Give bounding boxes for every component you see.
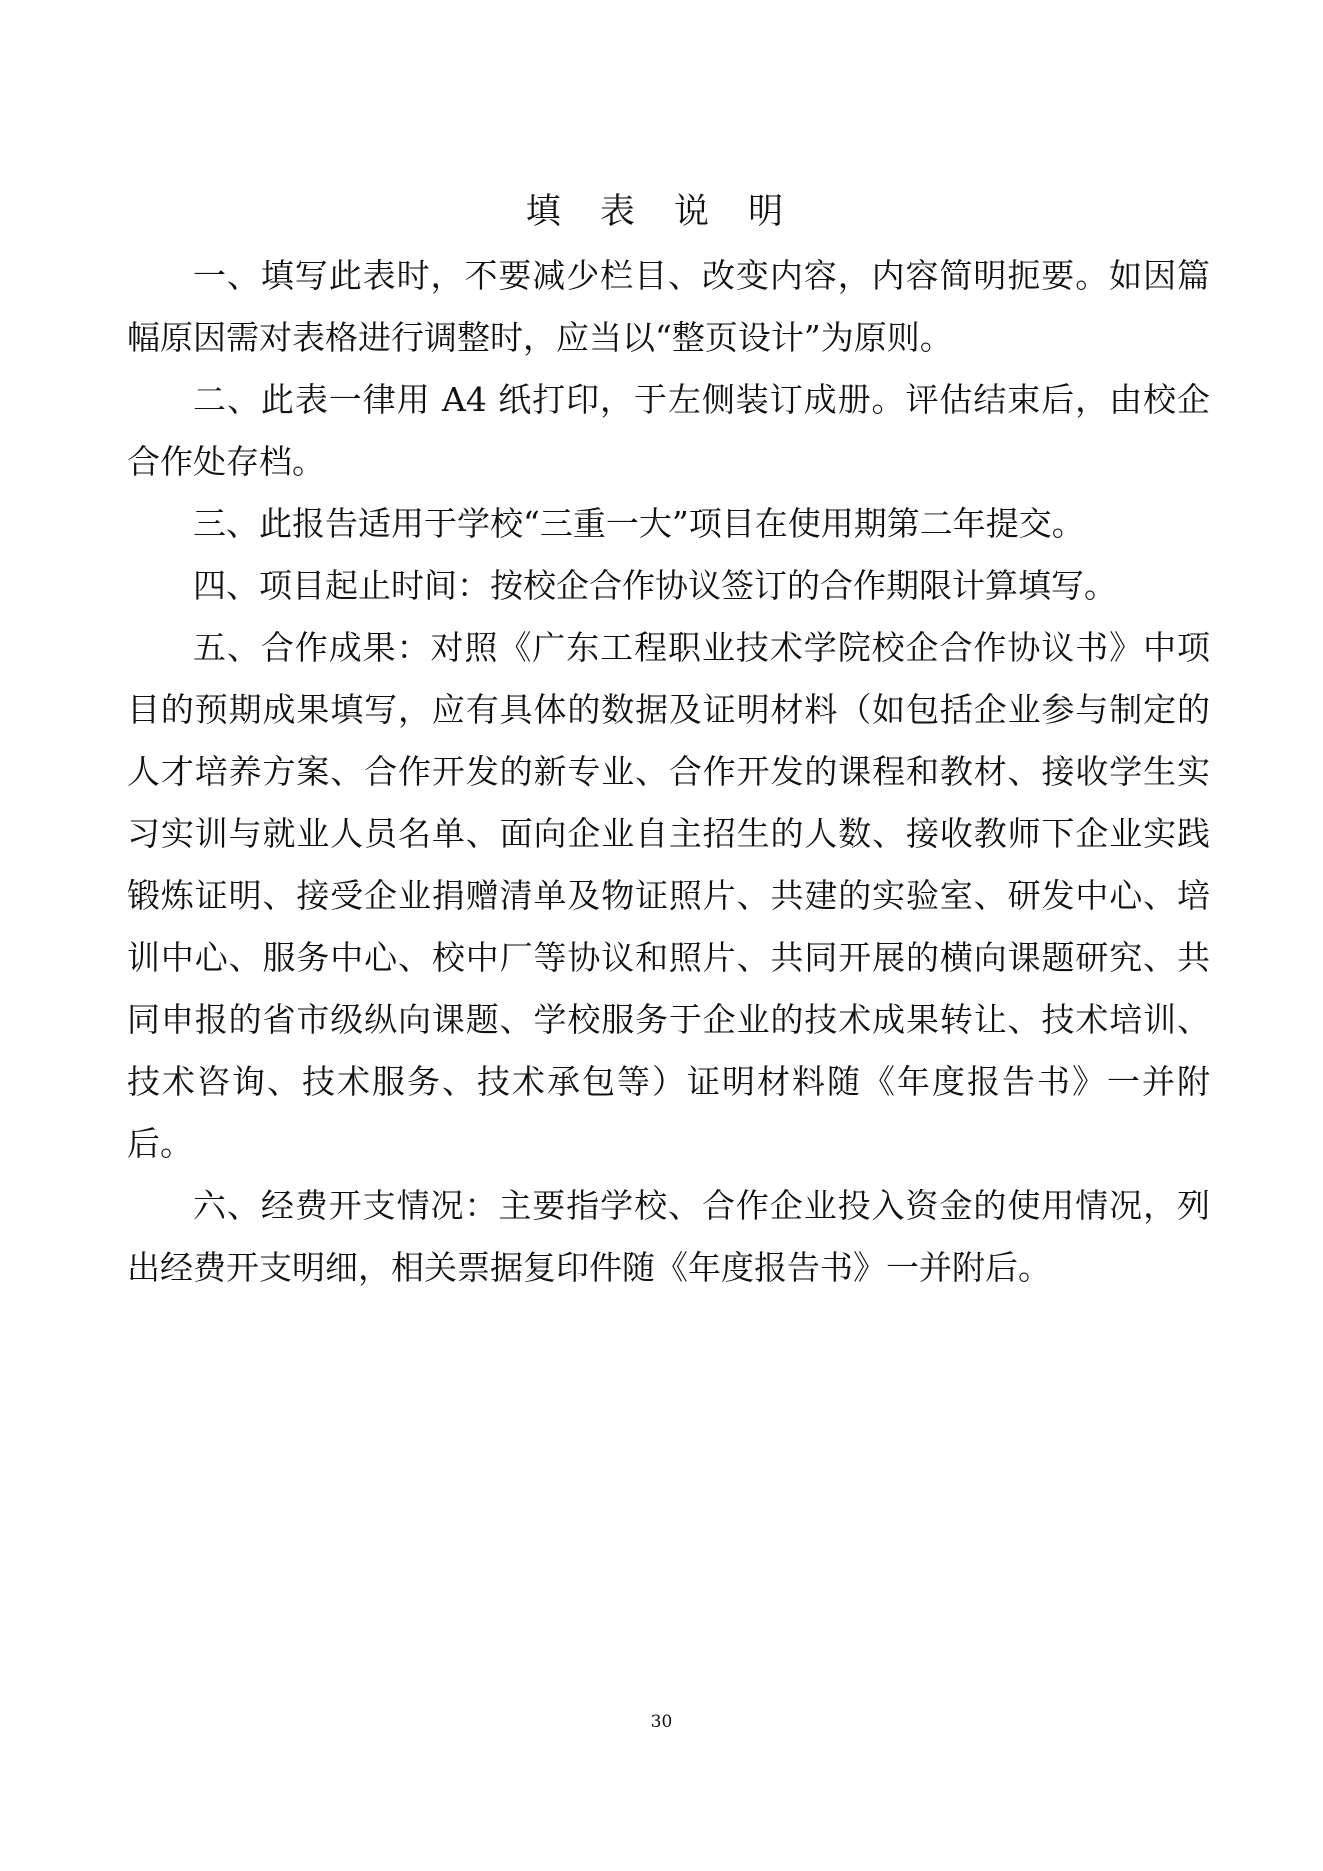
instructions-body [127, 245, 1210, 1299]
instruction-item-6: 六、经费开支情况：主要指学校、合作企业投入资金的使用情况，列出经费开支明细，相关票据复印件随《年度报告书》一并附后。 [127, 1186, 1210, 1287]
instruction-item-4: 四、项目起止时间：按校企合作协议签订的合作期限计算填写。 [193, 566, 1117, 605]
instruction-item-3: 三、此报告适用于学校“三重一大”项目在使用期第二年提交。 [193, 504, 1085, 543]
instruction-item-2: 二、此表一律用 A4 纸打印，于左侧装订成册。评估结束后，由校企合作处存档。 [127, 380, 1210, 481]
page-number: 30 [650, 1712, 673, 1732]
instruction-item-5: 五、合作成果：对照《广东工程职业技术学院校企合作协议书》中项目的预期成果填写，应有具体的数据及证明材料（如包括企业参与制定的人才培养方案、合作开发的新专业、合作开发的课程和教材、接收学生实习实训与就业人员名单、面向企业自主招生的人数、接收教师下企业实践锻炼证明、接受企业捐赠清单及物证照片、共建的实验室、研发中心、培训中心、服务中心、校中厂等协议和照片、共同开展的横向课题研究、共同申报的省市级纵向课题、学校服务于企业的技术成果转让、技术培训、技术咨询、技术服务、技术承包等）证明材料随《年度报告书》一并附后。 [127, 628, 1210, 1163]
page-title: 填 表 说 明 [525, 192, 798, 232]
instruction-item-1: 一、填写此表时，不要减少栏目、改变内容，内容简明扼要。如因篇幅原因需对表格进行调整时，应当以“整页设计”为原则。 [127, 256, 1210, 357]
